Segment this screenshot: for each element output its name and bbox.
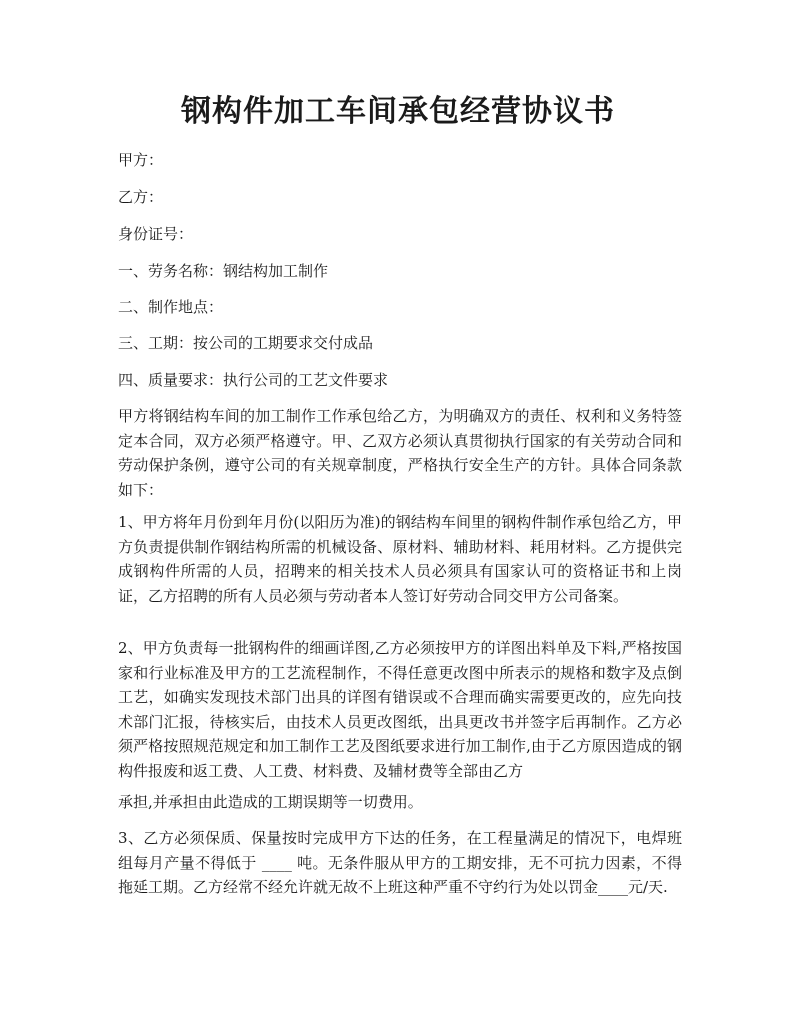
item-location: 二、制作地点：: [118, 298, 224, 316]
clause-2-continued: 承担,并承担由此造成的工期误期等一切费用。: [118, 793, 423, 811]
intro-paragraph: 甲方将钢结构车间的加工制作工作承包给乙方，为明确双方的责任、权利和义务特签定本合同，双方必须严格遵守。甲、乙双方必须认真贯彻执行国家的有关劳动合同和劳动保护条例，遵守公司的有关规章制度，严格执行安全生产的方针。具体合同条款如下：: [118, 407, 682, 499]
party-b-field: 乙方：: [118, 188, 164, 206]
item-schedule: 三、工期：按公司的工期要求交付成品: [118, 334, 374, 352]
item-service-name: 一、劳务名称：钢结构加工制作: [118, 262, 329, 280]
clause-3: 3、乙方必须保质、保量按时完成甲方下达的任务，在工程量满足的情况下，电焊班组每月产量不得低于 ____ 吨。无条件服从甲方的工期安排，无不可抗力因素，不得拖延工期。乙方经常不经允许就无故不上班这种严重不守约行为处以罚金____元/天.: [118, 829, 682, 897]
clause-1: 1、甲方将年月份到年月份(以阳历为准)的钢结构车间里的钢构件制作承包给乙方，甲方负责提供制作钢结构所需的机械设备、原材料、辅助材料、耗用材料。乙方提供完成钢构件所需的人员，招聘来的相关技术人员必须具有国家认可的资格证书和上岗证，乙方招聘的所有人员必须与劳动者本人签订好劳动合同交甲方公司备案。: [118, 513, 682, 605]
document-title: 钢构件加工车间承包经营协议书: [181, 94, 615, 129]
party-a-field: 甲方：: [118, 151, 164, 169]
clause-2: 2、甲方负责每一批钢构件的细画详图,乙方必须按甲方的详图出料单及下料,严格按国家和行业标准及甲方的工艺流程制作，不得任意更改图中所表示的规格和数字及点倒工艺，如确实发现技术部门出具的详图有错误或不合理而确实需要更改的，应先向技术部门汇报，待核实后，由技术人员更改图纸，出具更改书并签字后再制作。乙方必须严格按照规范规定和加工制作工艺及图纸要求进行加工制作,由于乙方原因造成的钢构件报废和返工费、人工费、材料费、及辅材费等全部由乙方: [118, 639, 682, 780]
item-quality: 四、质量要求：执行公司的工艺文件要求: [118, 371, 389, 389]
id-number-field: 身份证号：: [118, 225, 194, 243]
